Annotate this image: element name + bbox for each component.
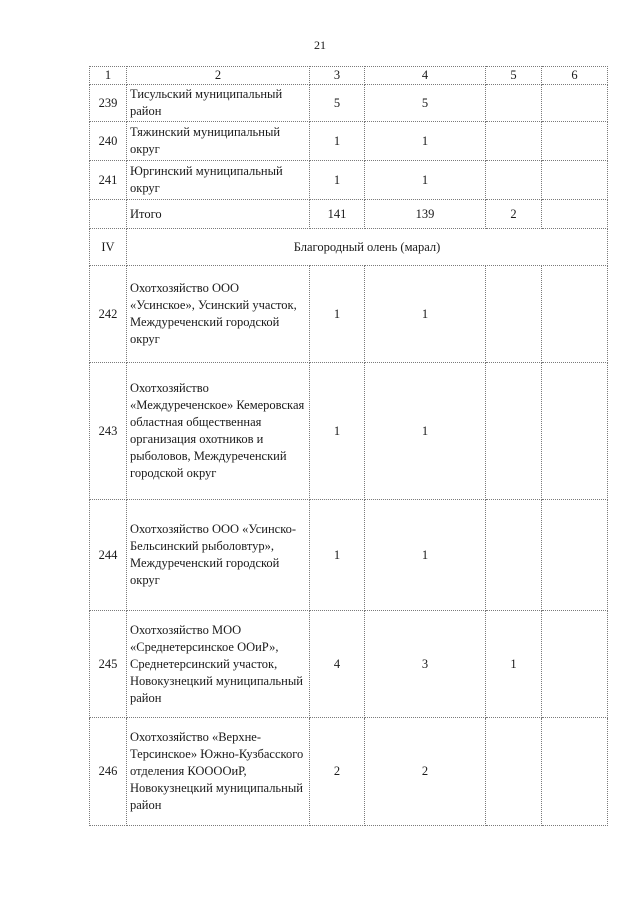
- table-row: [90, 363, 608, 500]
- row-col5: [486, 718, 542, 826]
- row-col3: 1: [310, 363, 365, 500]
- table-header-row: [90, 67, 608, 85]
- row-col3: 1: [310, 161, 365, 200]
- row-name: Охотхозяйство «Верхне-Терсинское» Южно-Кузбасского отделения КООООиР, Новокузнецкий муниципальный район: [127, 718, 310, 826]
- row-number: 245: [90, 611, 127, 718]
- table-row: [90, 122, 608, 161]
- row-col5: 1: [486, 611, 542, 718]
- total-col3: 141: [310, 200, 365, 229]
- row-col4: 5: [365, 85, 486, 122]
- row-col4: 3: [365, 611, 486, 718]
- row-col6: [542, 122, 608, 161]
- row-number: 241: [90, 161, 127, 200]
- row-col3: 5: [310, 85, 365, 122]
- table-row: [90, 161, 608, 200]
- row-col3: 1: [310, 266, 365, 363]
- header-cell-1: 1: [90, 67, 127, 85]
- total-col6: [542, 200, 608, 229]
- row-col6: [542, 85, 608, 122]
- header-cell-3: 3: [310, 67, 365, 85]
- row-name: Тисульский муниципальный район: [127, 85, 310, 122]
- row-col5: [486, 161, 542, 200]
- row-col5: [486, 85, 542, 122]
- row-name: Охотхозяйство ООО «Усинское», Усинский участок, Междуреченский городской округ: [127, 266, 310, 363]
- row-number: 244: [90, 500, 127, 611]
- row-number: 240: [90, 122, 127, 161]
- row-col4: 1: [365, 161, 486, 200]
- row-col4: 1: [365, 122, 486, 161]
- row-name: Юргинский муниципальный округ: [127, 161, 310, 200]
- row-number: 242: [90, 266, 127, 363]
- table-row: [90, 266, 608, 363]
- row-col3: 2: [310, 718, 365, 826]
- row-col4: 1: [365, 500, 486, 611]
- row-col4: 2: [365, 718, 486, 826]
- header-cell-5: 5: [486, 67, 542, 85]
- row-number: 243: [90, 363, 127, 500]
- section-row: [90, 229, 608, 266]
- table-row: [90, 500, 608, 611]
- row-col4: 1: [365, 266, 486, 363]
- row-col6: [542, 266, 608, 363]
- row-name: Тяжинский муниципальный округ: [127, 122, 310, 161]
- table-row: [90, 611, 608, 718]
- section-title: Благородный олень (марал): [127, 229, 608, 266]
- header-cell-2: 2: [127, 67, 310, 85]
- row-col5: [486, 500, 542, 611]
- row-col3: 1: [310, 122, 365, 161]
- row-col5: [486, 363, 542, 500]
- row-col6: [542, 500, 608, 611]
- table-row: [90, 718, 608, 826]
- total-row: [90, 200, 608, 229]
- row-number: 239: [90, 85, 127, 122]
- row-name: Охотхозяйство ООО «Усинско-Бельсинский рыболовтур», Междуреченский городской округ: [127, 500, 310, 611]
- row-col6: [542, 718, 608, 826]
- header-cell-6: 6: [542, 67, 608, 85]
- section-roman: IV: [90, 229, 127, 266]
- page-number: 21: [314, 38, 326, 52]
- row-col3: 4: [310, 611, 365, 718]
- table-row: [90, 85, 608, 122]
- row-col5: [486, 266, 542, 363]
- total-col5: 2: [486, 200, 542, 229]
- row-col4: 1: [365, 363, 486, 500]
- total-label: Итого: [127, 200, 310, 229]
- row-name: Охотхозяйство «Междуреченское» Кемеровская областная общественная организация охотников и рыболовов, Междуреченский городской округ: [127, 363, 310, 500]
- row-col5: [486, 122, 542, 161]
- total-col4: 139: [365, 200, 486, 229]
- row-col6: [542, 161, 608, 200]
- row-col6: [542, 363, 608, 500]
- row-name: Охотхозяйство МОО «Среднетерсинское ООиР», Среднетерсинский участок, Новокузнецкий муниципальный район: [127, 611, 310, 718]
- data-table: [89, 66, 608, 826]
- total-number-cell: [90, 200, 127, 229]
- row-col3: 1: [310, 500, 365, 611]
- header-cell-4: 4: [365, 67, 486, 85]
- row-number: 246: [90, 718, 127, 826]
- row-col6: [542, 611, 608, 718]
